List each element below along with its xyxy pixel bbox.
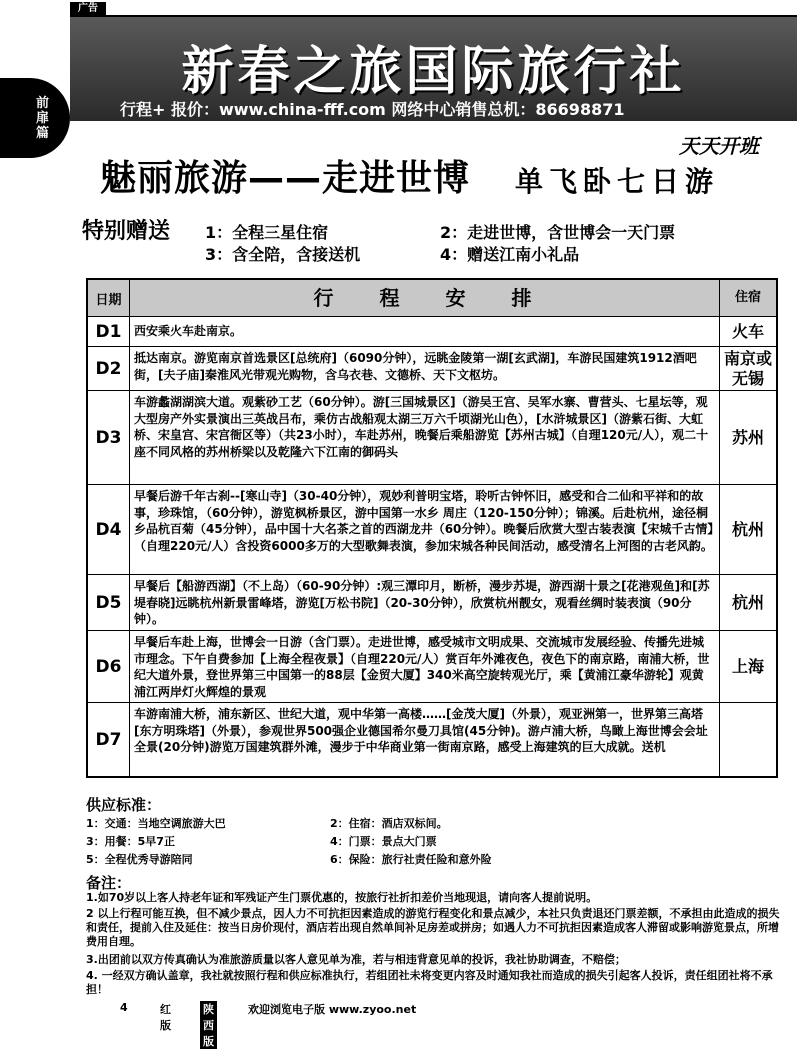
table-row: [88, 484, 776, 574]
day-label: D6: [88, 631, 130, 702]
table-row: [88, 316, 776, 346]
brand-title: 新春之旅国际旅行社: [181, 42, 686, 102]
day-stay: 上海: [731, 656, 764, 676]
itinerary-table: [86, 278, 778, 778]
day-desc: 早餐后游千年古刹--[寒山寺]（30-40分钟），观妙利普明宝塔，聆听古钟怀旧，感受和合二仙和平祥和的故事，珍珠馆，（60分钟），游览枫桥景区，游中国第一水乡 周庄（120-150分钟）；锦溪。后赴杭州，途径桐乡品杭百菊（45分钟），品中国十大名茶之首的西湖龙井（60分钟）。晚餐后欣赏大型古装表演【宋城千古情】（自理220元/人）含投资6000多万的大型歌舞表演，参加宋城各种民间活动，感受清名上河图的古老风韵。: [130, 485, 720, 574]
ad-tag: 广告: [70, 2, 106, 16]
day-label: D4: [88, 485, 130, 574]
gift-item: 1：全程三星住宿: [205, 223, 329, 242]
supply-item: 5：全程优秀导游陪同: [86, 853, 193, 866]
table-row: [88, 390, 776, 484]
day-desc: 早餐后【船游西湖】（不上岛）（60-90分钟）:观三潭印月，断桥，漫步苏堤，游西湖十景之[花港观鱼]和[苏堤春晓]远眺杭州新景雷峰塔，游览[万松书院]（20-30分钟），欣赏杭州靓女，观看丝绸时装表演（90分钟）。: [130, 575, 720, 630]
header-banner: [70, 17, 797, 121]
day-stay: 杭州: [731, 592, 764, 612]
page-title: 魅丽旅游——走进世博: [100, 158, 471, 199]
header-desc: 行程安排: [130, 280, 720, 316]
day-stay: 火车: [731, 321, 764, 341]
day-desc: 西安乘火车赴南京。: [130, 317, 720, 346]
day-stay: [720, 703, 776, 776]
day-stay: 杭州: [731, 519, 764, 539]
table-header: [88, 280, 776, 316]
daily-departure: 天天开班: [679, 134, 759, 158]
table-row: [88, 346, 776, 390]
gift-label: 特别赠送: [82, 219, 171, 244]
page-subtitle: 单飞卧七日游: [515, 165, 720, 198]
edition-tag: 陕西版: [200, 1001, 217, 1049]
notes-title: 备注：: [86, 874, 132, 892]
note-item: 1.如70岁以上客人持老年证和军残证产生门票优惠的，按旅行社折扣差价当地现退，请向客人提前说明。: [86, 891, 598, 904]
supply-item: 1：交通：当地空调旅游大巴: [86, 817, 226, 830]
day-label: D3: [88, 391, 130, 484]
supply-item: 6：保险：旅行社责任险和意外险: [330, 853, 492, 866]
table-row: [88, 702, 776, 776]
gift-item: 3：含全陪，含接送机: [205, 245, 361, 264]
day-stay: 南京或无锡: [723, 348, 772, 388]
edition-label: 红版: [160, 1003, 171, 1032]
day-desc: 车游蠡湖湖滨大道。观紫砂工艺（60分钟）。游[三国城景区]（游吴王宫、吴军水寨、曹营头、七星坛等，观大型房产外实景演出三英战吕布，乘仿古战船观太湖三万六千顷湖光山色），[水浒城景区]（游紫石街、大虹桥、宋皇宫、宋宫衙区等）（共23小时），车赴苏州，晚餐后乘船游览【苏州古城】（自理120元/人），观二十座不同风格的苏州桥梁以及乾隆六下江南的御码头: [130, 391, 720, 484]
day-label: D5: [88, 575, 130, 630]
supply-item: 4：门票：景点大门票: [330, 835, 437, 848]
table-row: [88, 630, 776, 702]
supply-item: 2：住宿：酒店双标间。: [330, 817, 448, 830]
note-item: 2 以上行程可能互换，但不减少景点，因人力不可抗拒因素造成的游览行程变化和景点减少，本社只负责退还门票差额，不承担由此造成的损失和责任，提前入住及延住：按当日房价现付，酒店若出现自然单间补足房差或拼房；如遇人力不可抗拒因素造成客人滞留或影响游览景点，所增费用自理。: [86, 907, 780, 948]
day-label: D2: [88, 347, 130, 390]
supply-item: 3：用餐：5早7正: [86, 835, 175, 848]
side-tab-label: 前扉篇: [36, 96, 50, 141]
day-desc: 抵达南京。游览南京首选景区[总统府]（6090分钟），远眺金陵第一湖[玄武湖]，车游民国建筑1912酒吧街，[夫子庙]秦淮风光带观光购物，含乌衣巷、文德桥、天下文枢坊。: [130, 347, 720, 390]
day-desc: 车游南浦大桥，浦东新区、世纪大道，观中华第一高楼……[金茂大厦]（外景），观亚洲第一，世界第三高塔[东方明珠塔]（外景），参观世界500强企业德国希尔曼刀具馆(45分钟)。游卢浦大桥，鸟瞰上海世博会会址全景(20分钟)游览万国建筑群外滩，漫步于中华商业第一街南京路，感受上海建筑的巨大成就。送机: [130, 703, 720, 776]
footer-tagline: 欢迎浏览电子版 www.zyoo.net: [248, 1003, 417, 1016]
side-tab: [0, 78, 70, 158]
table-row: [88, 574, 776, 630]
header-day: 日期: [88, 280, 130, 316]
day-label: D1: [88, 317, 130, 346]
contact-line: 行程+ 报价：www.china-fff.com 网络中心销售总机：86698871: [120, 100, 625, 119]
page-number: 4: [120, 1001, 128, 1014]
day-stay: 苏州: [731, 427, 764, 447]
gift-item: 4：赠送江南小礼品: [440, 245, 580, 264]
note-item: 4. 一经双方确认盖章，我社就按照行程和供应标准执行，若组团社未将变更内容及时通知我社而造成的损失引起客人投诉，责任组团社将不承担！: [86, 969, 773, 996]
header-stay: 住宿: [734, 290, 761, 305]
note-item: 3.出团前以双方传真确认为准旅游质量以客人意见单为准，若与相违背意见单的投诉，我社协助调查，不赔偿；: [86, 953, 626, 966]
day-desc: 早餐后车赴上海，世博会一日游（含门票）。走进世博，感受城市文明成果、交流城市发展经验、传播先进城市理念。下午自费参加【上海全程夜景】（自理220元/人）赏百年外滩夜色，夜色下的南京路，南浦大桥，世纪大道外景，登世界第三中国第一的88层【金贸大厦】340米高空旋转观光厅，乘【黄浦江豪华游轮】观黄浦江两岸灯火辉煌的景观: [130, 631, 720, 702]
gift-item: 2：走进世博，含世博会一天门票: [440, 223, 676, 242]
day-label: D7: [88, 703, 130, 776]
supply-title: 供应标准：: [86, 796, 162, 814]
